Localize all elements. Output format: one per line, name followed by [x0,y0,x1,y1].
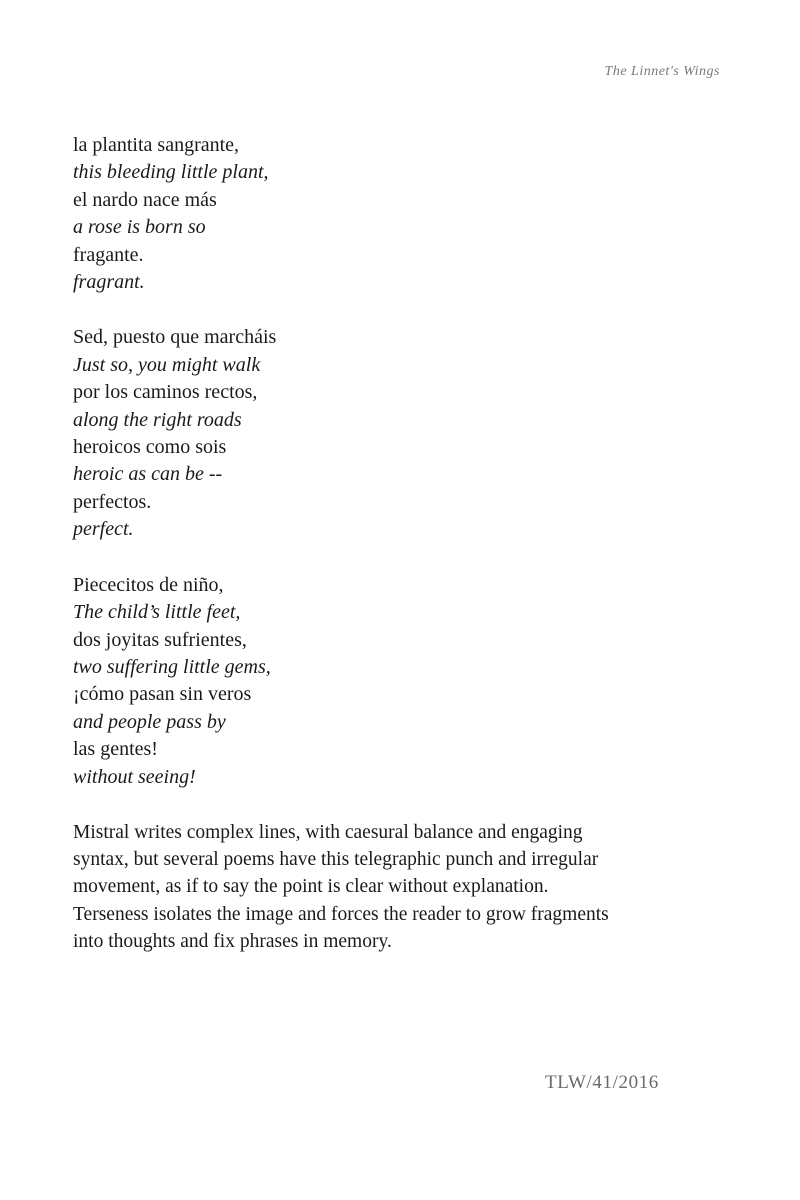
issue-code: TLW/41/2016 [545,1072,659,1093]
poem-line-original: dos joyitas sufrientes, [73,628,247,651]
poem-line-original: heroicos como sois [73,436,227,459]
page-body [73,132,713,955]
poem [73,132,713,791]
poem-line-translation: fragrant. [73,271,145,294]
poem-line-translation: a rose is born so [73,216,206,239]
poem-line-original: fragante. [73,243,144,266]
poem-line-original: el nardo nace más [73,188,217,211]
poem-line-translation: along the right roads [73,408,242,431]
commentary-paragraph: Mistral writes complex lines, with caesural balance and engaging syntax, but several poems have this telegraphic punch and irregular movement, as if to say the point is clear without explanation. Terseness isolates the image and forces the reader to grow fragments into thoughts and fix phrases in memory. [73,821,609,952]
poem-line-translation: Just so, you might walk [73,353,261,376]
poem-line-original: Sed, puesto que marcháis [73,326,277,349]
poem-line-original: perfectos. [73,490,152,513]
poem-line-translation: perfect. [73,518,134,541]
poem-line-original: Piececitos de niño, [73,573,224,596]
poem-stanza [73,572,713,791]
running-header-title: The Linnet's Wings [604,64,720,79]
poem-line-original: ¡cómo pasan sin veros [73,683,252,706]
poem-stanza [73,324,713,543]
poem-line-original: por los caminos rectos, [73,381,258,404]
poem-line-translation: two suffering little gems, [73,655,271,678]
poem-line-original: la plantita sangrante, [73,134,240,156]
poem-line-translation: without seeing! [73,765,196,788]
poem-line-translation: The child’s little feet, [73,601,241,624]
poem-line-translation: heroic as can be -- [73,463,223,486]
poem-line-translation: this bleeding little plant, [73,161,269,184]
poem-stanza [73,132,713,296]
poem-line-translation: and people pass by [73,710,226,733]
poem-line-original: las gentes! [73,738,158,761]
